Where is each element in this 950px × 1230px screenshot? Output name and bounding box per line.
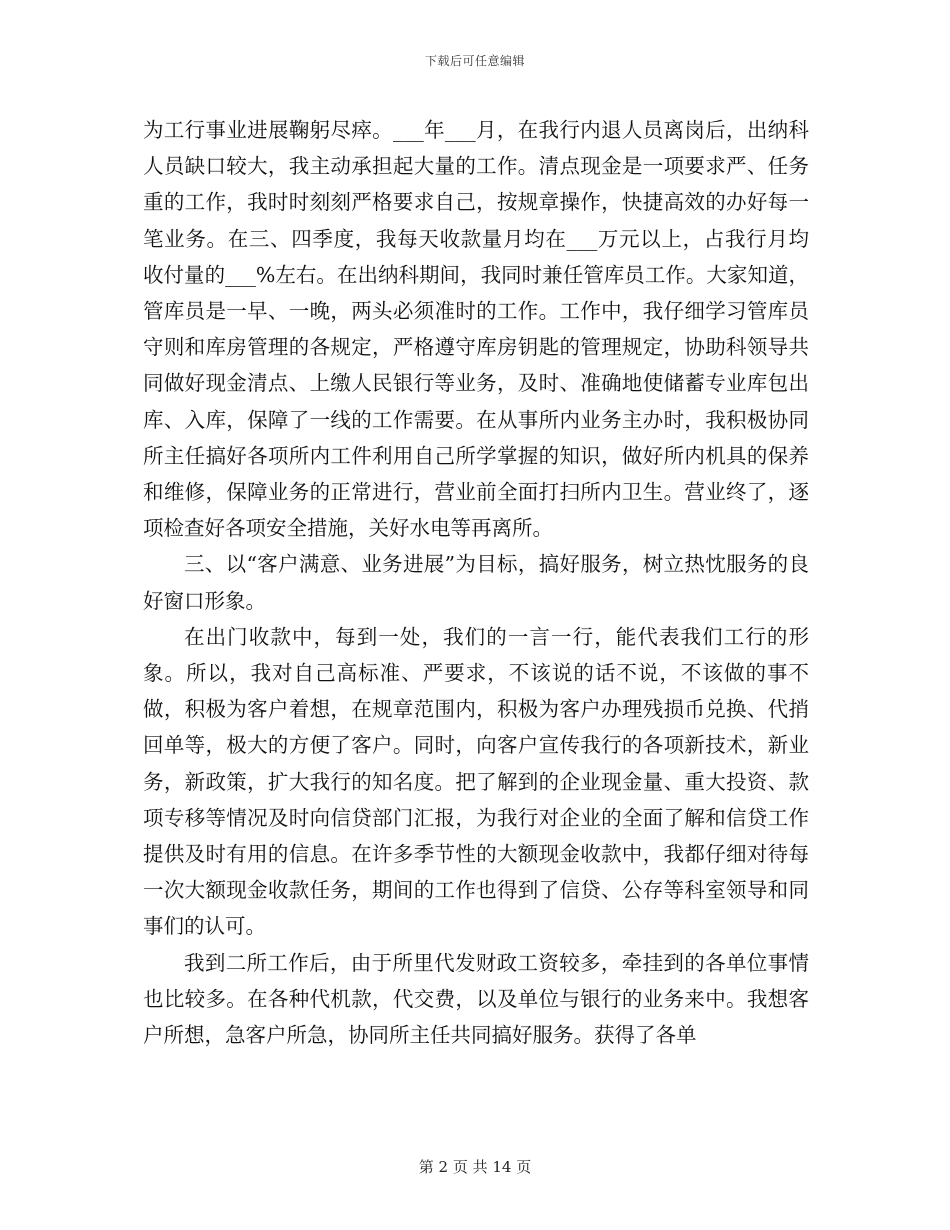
paragraph-1: 为工行事业进展鞠躬尽瘁。___年___月，在我行内退人员离岗后，出纳科人员缺口较大，我主动承担起大量的工作。清点现金是一项要求严、任务重的工作，我时时刻刻严格要求自己，按规章操作，快捷高效的办好每一笔业务。在三、四季度，我每天收款量月均在___万元以上，占我行月均收付量的___%左右。在出纳科期间，我同时兼任管库员工作。大家知道，管库员是一早、一晚，两头必须准时的工作。工作中，我仔细学习管库员守则和库房管理的各规定，严格遵守库房钥匙的管理规定，协助科领导共同做好现金清点、上缴人民银行等业务，及时、准确地使储蓄专业库包出库、入库，保障了一线的工作需要。在从事所内业务主办时，我积极协同所主任搞好各项所内工件利用自己所学掌握的知识，做好所内机具的保养和维修，保障业务的正常进行，营业前全面打扫所内卫生。营业终了，逐项检查好各项安全措施，关好水电等再离所。 <box>143 118 809 541</box>
document-body <box>143 112 809 1053</box>
paragraph-4: 我到二所工作后，由于所里代发财政工资较多，牵挂到的各单位事情也比较多。在各种代机款，代交费，以及单位与银行的业务来中。我想客户所想，急客户所急，协同所主任共同搞好服务。获得了各单 <box>143 950 809 1048</box>
page-number: 第 2 页 共 14 页 <box>418 1158 532 1176</box>
paragraph-2-section-heading: 三、以“客户满意、业务进展”为目标，搞好服务，树立热忱服务的良好窗口形象。 <box>143 552 809 613</box>
page-header-note: 下载后可任意编辑 <box>424 54 525 68</box>
paragraph-3: 在出门收款中，每到一处，我们的一言一行，能代表我们工行的形象。所以，我对自己高标准、严要求，不该说的话不说，不该做的事不做，积极为客户着想，在规章范围内，积极为客户办理残损币兑换、代捎回单等，极大的方便了客户。同时，向客户宣传我行的各项新技术，新业务，新政策，扩大我行的知名度。把了解到的企业现金量、重大投资、款项专移等情况及时向信贷部门汇报，为我行对企业的全面了解和信贷工作提供及时有用的信息。在许多季节性的大额现金收款中，我都仔细对待每一次大额现金收款任务，期间的工作也得到了信贷、公存等科室领导和同事们的认可。 <box>143 624 809 939</box>
